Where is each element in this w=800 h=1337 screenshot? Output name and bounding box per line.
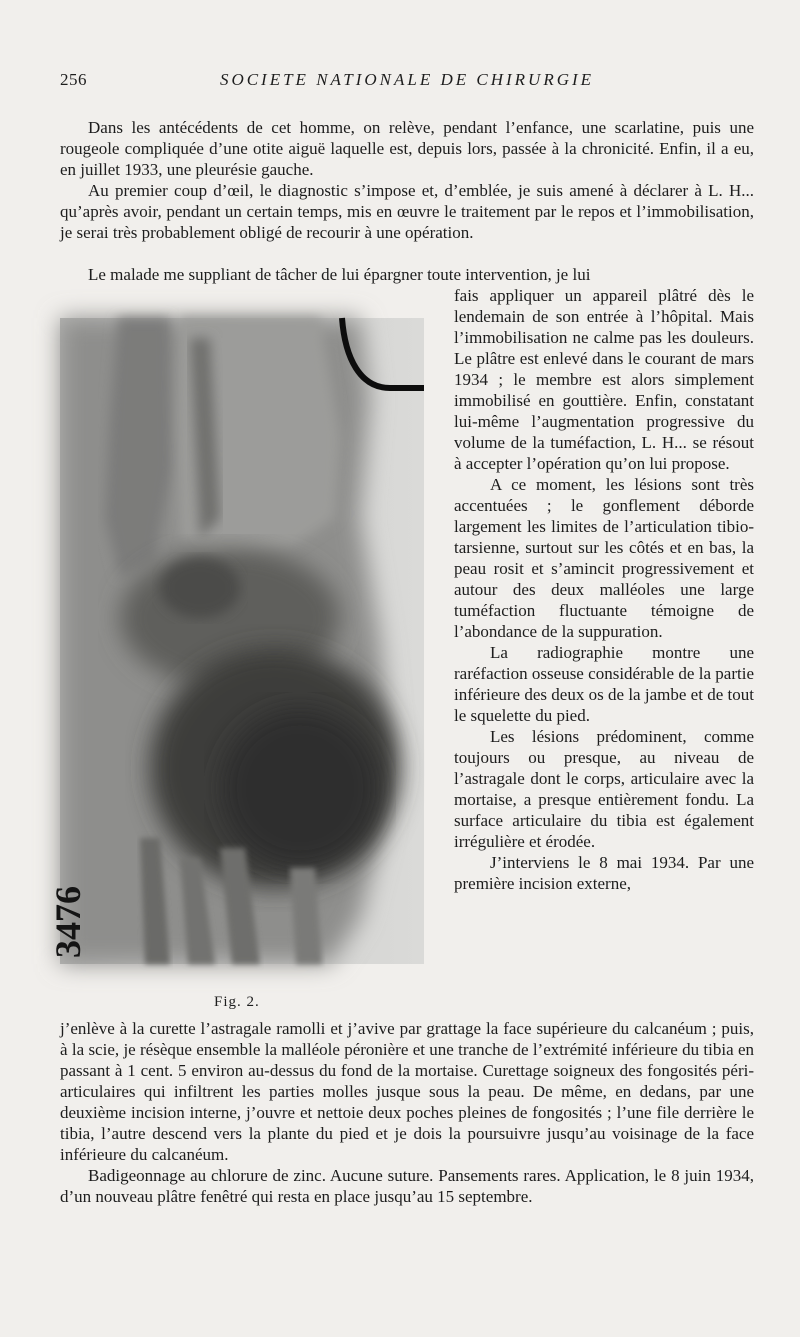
film-number-label: 3476 [48,886,88,958]
paragraph-radiographie: La radiographie montre une raréfaction osseuse considérable de la partie inférieure des deux os de la jambe et de tout le squelette du pied. [454,643,754,725]
top-text-block [60,117,754,243]
intro-line-text: Le malade me suppliant de tâcher de lui épargner toute intervention, je lui [88,265,591,284]
intro-line [60,264,754,285]
paragraph-platre: fais appliquer un appareil plâtré dès le lendemain de son entrée à l’hôpital. Mais l’immobilisation ne calme pas les douleurs. Le plâtre est enlevé dans le courant de mars 1934 ; le membre est alors simplement immobilisé en gouttière. Enfin, constatant lui-même l’augmentation progressive du volume de la tuméfaction, L. H... se résout à accepter l’opération qu’on lui propose. [454,286,754,473]
paragraph-antecedents: Dans les antécédents de cet homme, on relève, pendant l’enfance, une scarlatine, puis une rougeole compliquée d’une otite aiguë laquelle est, depuis lors, passée à la chronicité. Enfin, il a eu, en juillet 1933, une pleurésie gauche. [60,118,754,179]
paragraph-diagnostic: Au premier coup d’œil, le diagnostic s’impose et, d’emblée, je suis amené à déclarer à L. H... qu’après avoir, pendant un certain temps, mis en œuvre le traitement par le repos et l’immobilisation, je serai très probablement obligé de recourir à une opération. [60,181,754,242]
paragraph-operation: j’enlève à la curette l’astragale ramolli et j’avive par grattage la face supérieure du calcanéum ; puis, à la scie, je résèque ensemble la malléole péronière et une tranche de l’extrémité inférieure du tibia en passant à 1 cent. 5 environ au-dessus du fond de la mortaise. Curettage soigneux des fongosités péri-articulaires qui infiltrent les parties molles jusque sous la peau. De même, en dedans, par une deuxième incision interne, j’ouvre et nettoie deux poches pleines de fongosités ; l’une file derrière le tibia, l’autre descend vers la plante du pied et je dois la poursuivre jusqu’au voisinage de la face inférieure du calcanéum. [60,1019,754,1164]
paragraph-intervention: J’interviens le 8 mai 1934. Par une première incision externe, [454,853,754,893]
running-header [60,70,754,96]
radiograph-image [48,318,424,964]
wrapped-text-column [454,285,754,894]
radiograph-figure [48,318,424,964]
figure-caption: Fig. 2. [214,994,260,1010]
paragraph-lesions: A ce moment, les lésions sont très accentuées ; le gonflement déborde largement les limites de l’articulation tibio-tarsienne, surtout sur les côtés et en bas, la peau rosit et s’amincit progressivement et autour des deux malléoles une large tuméfaction fluctuante témoigne de l’abondance de la suppuration. [454,475,754,641]
journal-title: SOCIETE NATIONALE DE CHIRURGIE [219,70,595,89]
bottom-text-block [60,1018,754,1207]
page-number: 256 [60,70,87,89]
paragraph-pansement: Badigeonnage au chlorure de zinc. Aucune suture. Pansements rares. Application, le 8 juin 1934, d’un nouveau plâtre fenêtré qui resta en place jusqu’au 15 septembre. [60,1166,754,1206]
paragraph-predominent: Les lésions prédominent, comme toujours ou presque, au niveau de l’astragale dont le corps, articulaire avec la mortaise, a presque entièrement fondu. La surface articulaire du tibia est également irrégulière et érodée. [454,727,754,851]
